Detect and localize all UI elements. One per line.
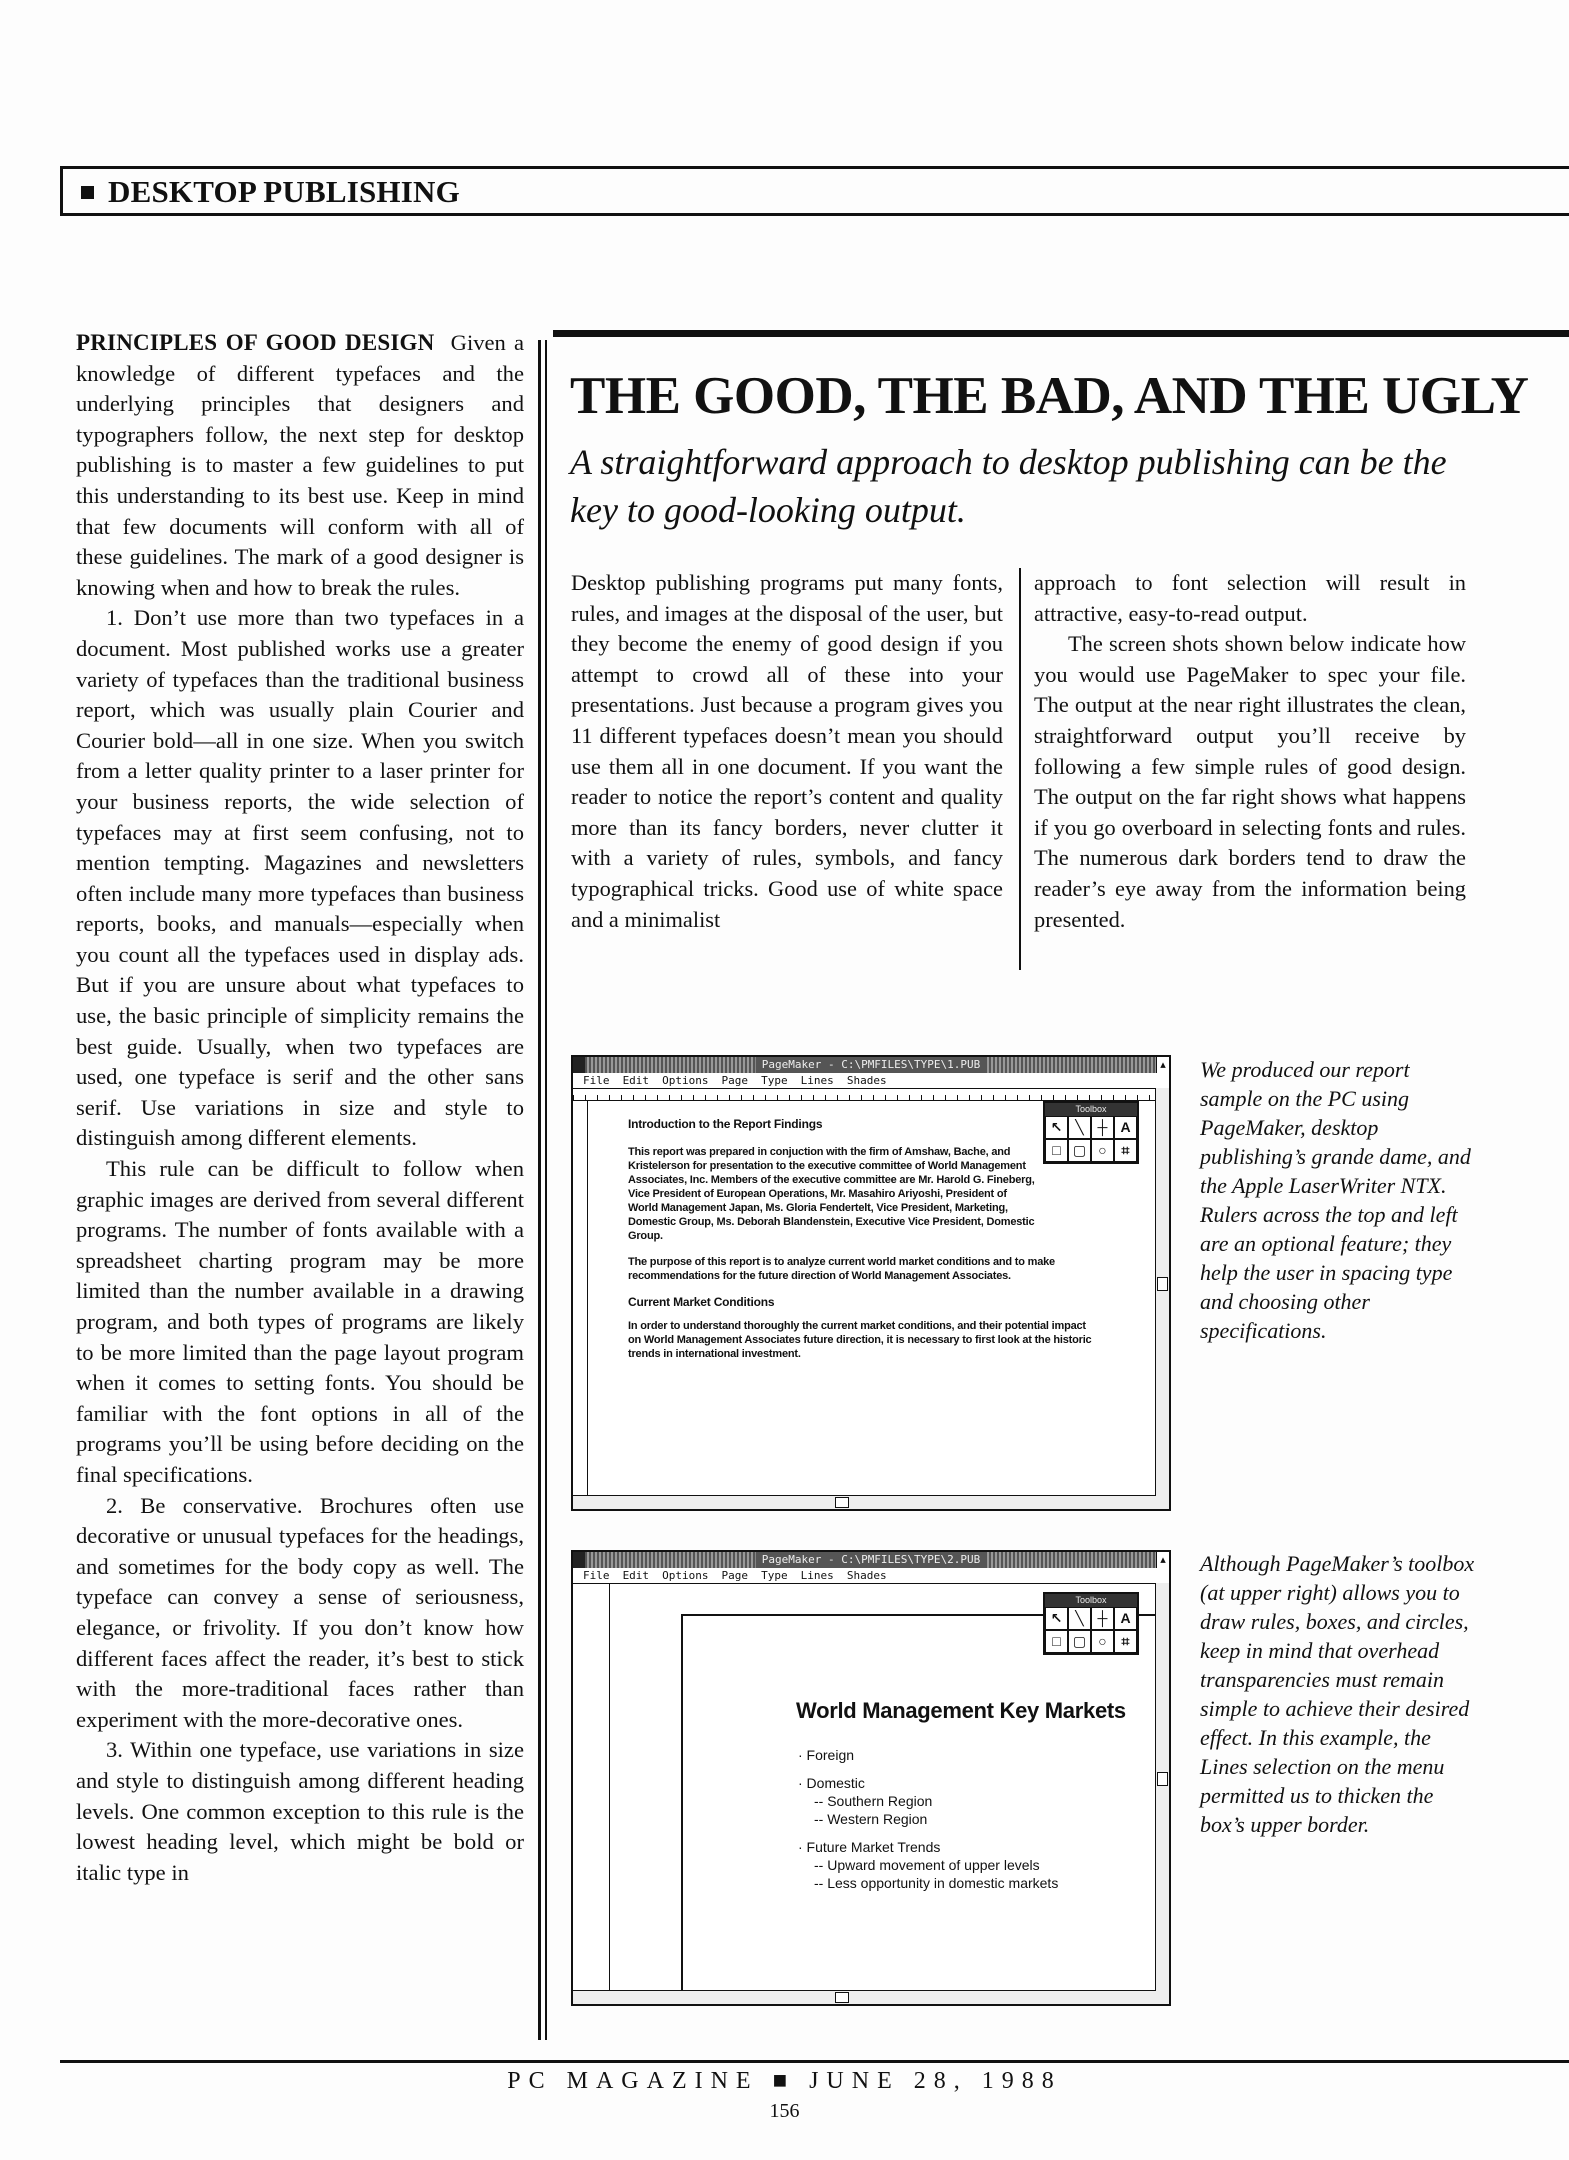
article-paragraph: PRINCIPLES OF GOOD DESIGN Given a knowledge of different typefaces and the underlying principles that designers and typographers follow, the next step for desktop publishing is to master a few guidelines to put this understanding to its best use. Keep in mind that few documents will conform with all of these guidelines. The mark of a good designer is knowing when and how to break the rules. bbox=[76, 330, 524, 600]
menu-lines[interactable]: Lines bbox=[800, 1074, 834, 1087]
horizontal-scrollbar[interactable] bbox=[573, 1990, 1156, 2004]
pagemaker-screenshot-2 bbox=[571, 1550, 1171, 2006]
horizontal-scrollbar[interactable] bbox=[573, 1495, 1156, 1509]
footer-rule bbox=[60, 2060, 1569, 2063]
bullet-square-icon bbox=[81, 186, 94, 199]
sidebar-column-2: approach to font selection will result in attractive, easy-to-read output. The screen shots shown below indicate how you would use PageMaker to spec your file. The output at the near right illustrates the clean, straightforward output you’ll receive by following a few simple rules of good design. The output on the far right shows what happens if you go overboard in selecting fonts and rules. The numerous dark borders tend to draw the reader’s eye away from the information being presented. bbox=[1034, 570, 1466, 932]
toolbox-palette: Toolbox ↖ ╲ ┼ A □ ▢ ○ ⌗ bbox=[1043, 1592, 1139, 1655]
folio-line: PC MAGAZINE ■ JUNE 28, 1988 bbox=[507, 2068, 1062, 2094]
menu-file[interactable]: File bbox=[583, 1569, 610, 1582]
toolbox-palette: Toolbox ↖ ╲ ┼ A □ ▢ ○ ⌗ bbox=[1043, 1101, 1139, 1164]
document-page: Introduction to the Report Findings This report was prepared in conjuction with the firm of Amshaw, Bache, and Kristelerson for presentation to the executive committee of World Management Associates, Inc. Members of the executive committee are Mr. Harold G. Fineberg, Vice President of European Operations, Mr. Masahiro Ariyoshi, President of World Management Japan, Ms. Gloria Fendertelt, Vice President, Marketing, Domestic Group, Ms. Deborah Blandenstein, Executive Vice President, Domestic Group. The purpose of this report is to analyze current world market conditions and to make recommendations for the future direction of World Management Associates. Current Market Conditions In order to understand thoroughly the current market conditions, and their potential impact on World Management Associates future direction, it is necessary to first look at the historic trends in international investment. bbox=[628, 1117, 1092, 1360]
rounded-box-tool-icon[interactable]: ▢ bbox=[1068, 1630, 1091, 1653]
menu-page[interactable]: Page bbox=[721, 1074, 749, 1087]
straight-line-tool-icon[interactable]: ┼ bbox=[1091, 1116, 1114, 1139]
crop-tool-icon[interactable]: ⌗ bbox=[1114, 1630, 1137, 1653]
page-margin-guide bbox=[609, 1584, 610, 1990]
page-number: 156 bbox=[769, 2100, 800, 2122]
article-paragraph: 3. Within one typeface, use variations in size and style to distinguish among different heading levels. One common exception to this rule is the lowest heading level, which might be bold or italic type in bbox=[76, 1737, 524, 1885]
menu-shades[interactable]: Shades bbox=[846, 1569, 887, 1582]
horizontal-ruler bbox=[573, 1088, 1155, 1101]
sidebar-headline: THE GOOD, THE BAD, AND THE UGLY bbox=[570, 367, 1529, 425]
sidebar-deck: A straightforward approach to desktop publishing can be the key to good-looking output. bbox=[570, 442, 1447, 530]
box-tool-icon[interactable]: □ bbox=[1045, 1139, 1068, 1162]
window-titlebar: PageMaker - C:\PMFILES\TYPE\1.PUB bbox=[573, 1057, 1169, 1073]
vertical-scrollbar[interactable] bbox=[1155, 1583, 1169, 2004]
screenshot-caption-2: Although PageMaker’s toolbox (at upper right) allows you to draw rules, boxes, and circles, keep in mind that overhead transparencies must remain simple to achieve their desired effect. In this example, the Lines selection on the menu permitted us to thicken the box’s upper border. bbox=[1200, 1551, 1475, 1837]
circle-tool-icon[interactable]: ○ bbox=[1091, 1630, 1114, 1653]
article-paragraph: 1. Don’t use more than two typefaces in a document. Most published works use a greater variety of typefaces than the traditional business report, which was usually plain Courier and Courier bold—all in one size. When you switch from a letter quality printer to a laser printer for your business reports, the wide selection of typefaces may at first seem confusing, not to mention tempting. Magazines and newsletters often include many more typefaces than business reports, books, and manuals—especially when you count all the typefaces used in display ads. But if you are unsure about what typefaces to use, the basic principle of simplicity remains the best guide. Usually, when two typefaces are used, one typeface is serif and the other sans serif. Use variations in size and style to distinguish among different elements. bbox=[76, 605, 524, 1151]
article-paragraph: 2. Be conservative. Brochures often use decorative or unusual typefaces for the headings, and sometimes for the body copy as well. The typeface can convey a sense of seriousness, elegance, or frivolity. If you don’t know how different faces affect the reader, it’s best to stick with the more-traditional faces rather than experiment with the more-decorative ones. bbox=[76, 1492, 524, 1732]
sidebar-column-divider bbox=[1019, 568, 1021, 970]
crop-tool-icon[interactable]: ⌗ bbox=[1114, 1139, 1137, 1162]
vertical-scrollbar[interactable] bbox=[1155, 1088, 1169, 1509]
menu-lines[interactable]: Lines bbox=[800, 1569, 834, 1582]
straight-line-tool-icon[interactable]: ┼ bbox=[1091, 1607, 1114, 1630]
menu-type[interactable]: Type bbox=[761, 1569, 788, 1582]
main-article-column bbox=[76, 328, 524, 1888]
circle-tool-icon[interactable]: ○ bbox=[1091, 1139, 1114, 1162]
screenshot-caption-1: We produced our report sample on the PC using PageMaker, desktop publishing’s grande dame, and the Apple LaserWriter NTX. Rulers across the top and left are an optional feature; they help the user in spacing type and choosing other specifications. bbox=[1200, 1057, 1471, 1343]
column-divider-inner bbox=[545, 340, 547, 2040]
diagonal-line-tool-icon[interactable]: ╲ bbox=[1068, 1607, 1091, 1630]
pointer-tool-icon[interactable]: ↖ bbox=[1045, 1607, 1068, 1630]
menu-shades[interactable]: Shades bbox=[846, 1074, 887, 1087]
menu-edit[interactable]: Edit bbox=[622, 1074, 650, 1087]
menu-file[interactable]: File bbox=[583, 1074, 610, 1087]
pagemaker-screenshot-1 bbox=[571, 1055, 1171, 1511]
section-title: DESKTOP PUBLISHING bbox=[108, 174, 460, 209]
text-tool-icon[interactable]: A bbox=[1114, 1116, 1137, 1139]
menu-bar bbox=[573, 1568, 1169, 1584]
sidebar-top-rule bbox=[553, 330, 1569, 337]
column-divider bbox=[538, 340, 541, 2040]
maximize-icon[interactable]: ▴ bbox=[1156, 1057, 1169, 1073]
menu-type[interactable]: Type bbox=[761, 1074, 788, 1087]
runin-heading: PRINCIPLES OF GOOD DESIGN bbox=[76, 330, 435, 355]
vertical-ruler bbox=[587, 1101, 588, 1495]
section-header bbox=[60, 166, 1569, 216]
system-menu-icon[interactable] bbox=[573, 1552, 585, 1568]
box-tool-icon[interactable]: □ bbox=[1045, 1630, 1068, 1653]
menu-options[interactable]: Options bbox=[662, 1569, 709, 1582]
maximize-icon[interactable]: ▴ bbox=[1156, 1552, 1169, 1568]
rounded-box-tool-icon[interactable]: ▢ bbox=[1068, 1139, 1091, 1162]
menu-edit[interactable]: Edit bbox=[622, 1569, 650, 1582]
diagonal-line-tool-icon[interactable]: ╲ bbox=[1068, 1116, 1091, 1139]
window-titlebar: PageMaker - C:\PMFILES\TYPE\2.PUB bbox=[573, 1552, 1169, 1568]
text-tool-icon[interactable]: A bbox=[1114, 1607, 1137, 1630]
article-paragraph: This rule can be difficult to follow when graphic images are derived from several different programs. The number of fonts available with a spreadsheet charting program may be more limited than the number available in a drawing program, and both types of programs are likely to be more limited than the page layout program when it comes to setting fonts. You should be familiar with the font options in all of the programs you’ll be using before deciding on the final specifications. bbox=[76, 1156, 524, 1487]
pointer-tool-icon[interactable]: ↖ bbox=[1045, 1116, 1068, 1139]
sidebar-column-1: Desktop publishing programs put many fonts, rules, and images at the disposal of the user, but they become the enemy of good design if you attempt to crowd all of these into your presentations. Just because a program gives you 11 different typefaces doesn’t mean you should use them all in one document. If you want the reader to notice the report’s content and quality more than its fancy borders, never clutter it with a variety of rules, symbols, and fancy typographical tricks. Good use of white space and a minimalist bbox=[571, 570, 1003, 932]
menu-page[interactable]: Page bbox=[721, 1569, 749, 1582]
menu-options[interactable]: Options bbox=[662, 1074, 709, 1087]
system-menu-icon[interactable] bbox=[573, 1057, 585, 1073]
slide-content: World Management Key Markets · Foreign · Domestic -- Southern Region -- Western Region · Future Market Trends -- Upward movement of upper levels -- Less opportunity in domestic markets bbox=[796, 1698, 1126, 1891]
menu-bar bbox=[573, 1073, 1169, 1089]
